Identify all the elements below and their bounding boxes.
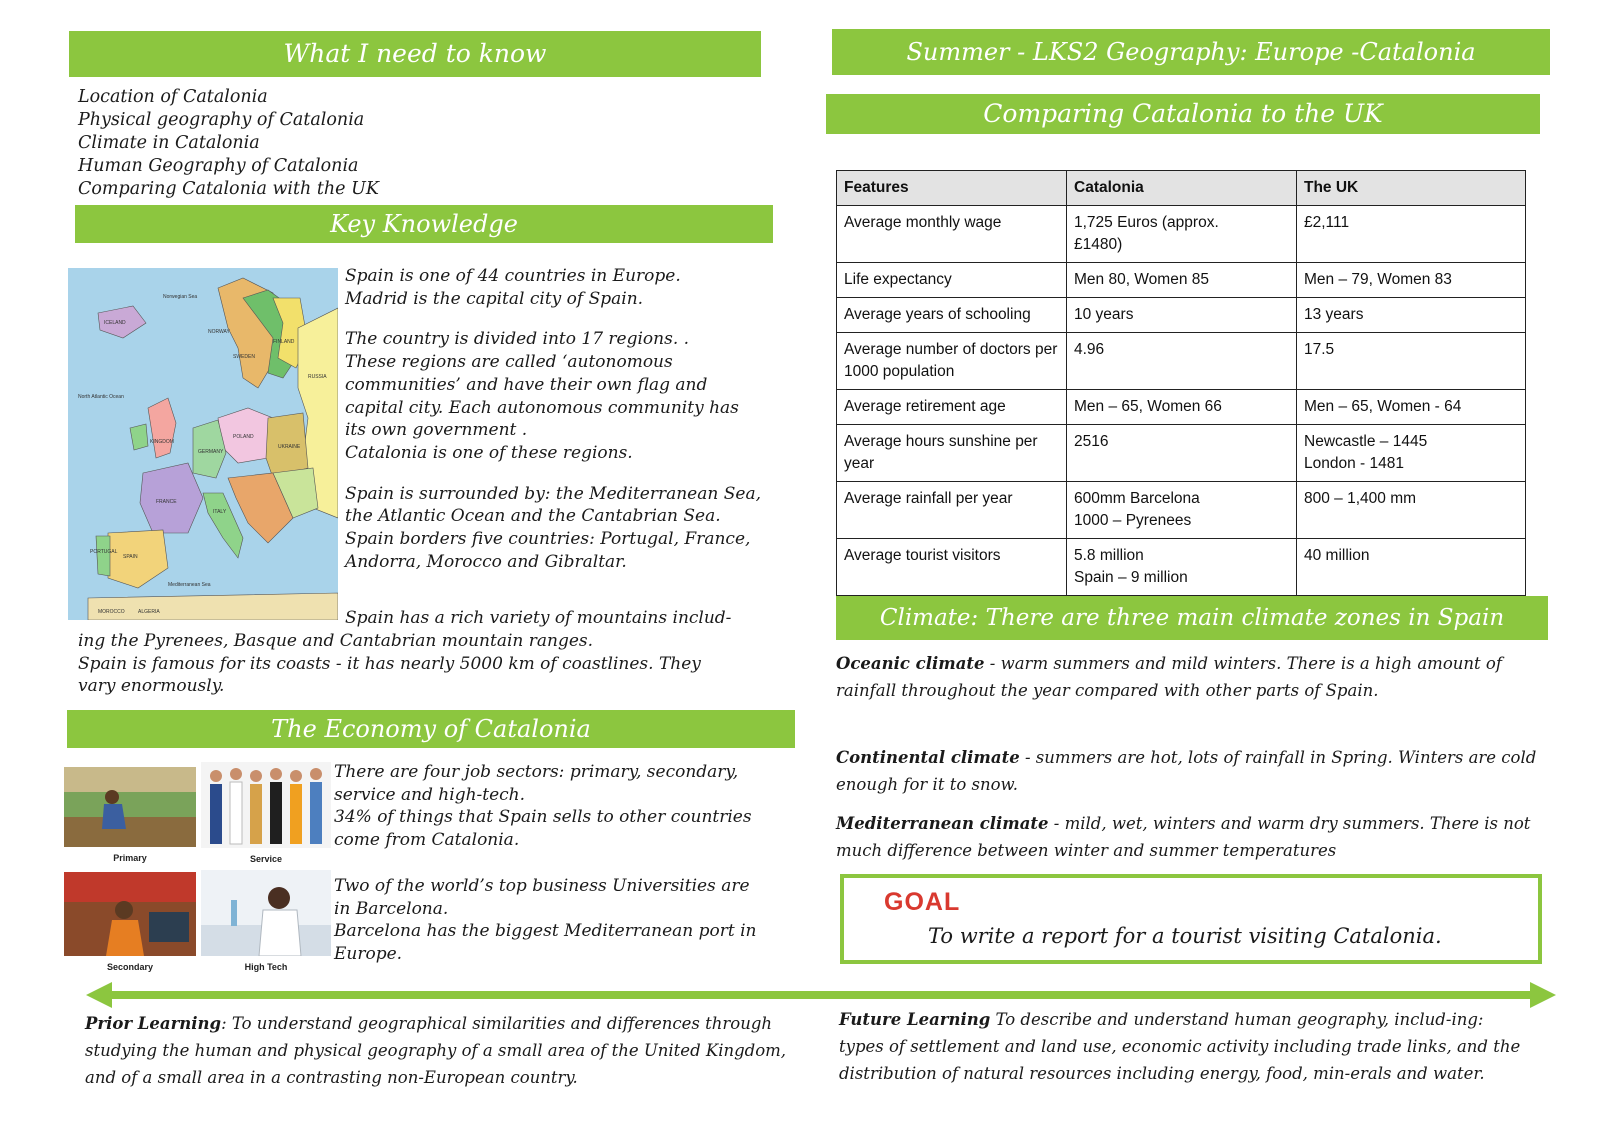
table-cell: 40 million	[1297, 539, 1526, 596]
text-line: Spain borders five countries: Portugal, France,	[345, 529, 751, 550]
text-line: There are four job sectors: primary, secondary,	[334, 762, 739, 782]
cell-line: £1480)	[1074, 236, 1123, 253]
table-cell: Men – 65, Women 66	[1067, 390, 1297, 425]
text-line: Spain has a rich variety of mountains includ-	[345, 608, 732, 628]
future-learning-label: Future Learning	[839, 1010, 991, 1029]
map-label: POLAND	[233, 434, 254, 440]
table-row	[837, 425, 1526, 482]
list-item: Physical geography of Catalonia	[78, 110, 365, 130]
table-row	[837, 206, 1526, 263]
mountains-text	[78, 630, 798, 698]
economy-title: The Economy of Catalonia	[271, 715, 591, 743]
climate-title: Climate: There are three main climate zones in Spain	[879, 605, 1505, 631]
factory-image	[64, 872, 196, 956]
key-knowledge-banner	[75, 205, 773, 243]
table-header-row	[837, 171, 1526, 206]
list-item: Human Geography of Catalonia	[78, 156, 359, 176]
table-cell: Average hours sunshine per year	[837, 425, 1067, 482]
list-item: Comparing Catalonia with the UK	[78, 179, 379, 199]
map-label: Mediterranean Sea	[168, 582, 211, 588]
table-row	[837, 298, 1526, 333]
map-label: NORWAY	[208, 329, 230, 335]
prior-learning-label: Prior Learning	[85, 1014, 222, 1033]
map-label: SPAIN	[123, 554, 138, 560]
caption-primary: Primary	[113, 853, 147, 863]
need-to-know-list	[78, 86, 379, 201]
photo-primary	[64, 767, 196, 863]
continental-term: Continental climate	[836, 748, 1020, 767]
map-label: ICELAND	[104, 320, 126, 326]
future-learning	[839, 1006, 1529, 1087]
text-line: 34% of things that Spain sells to other countries	[334, 807, 752, 828]
table-cell: Average number of doctors per 1000 population	[837, 333, 1067, 390]
cell-line: 600mm Barcelona	[1074, 490, 1200, 507]
table-cell: 4.96	[1067, 333, 1297, 390]
lab-image	[201, 870, 331, 956]
photo-service	[201, 762, 331, 864]
table-cell	[1297, 425, 1526, 482]
table-cell: Average rainfall per year	[837, 482, 1067, 539]
table-row	[837, 539, 1526, 596]
workers-image	[201, 762, 331, 848]
goal-logo: GOAL	[884, 888, 961, 916]
map-label: RUSSIA	[308, 374, 327, 380]
table-cell: Men – 79, Women 83	[1297, 263, 1526, 298]
cell-line: Spain – 9 million	[1074, 569, 1188, 586]
page-title: Summer - LKS2 Geography: Europe -Catalonia	[906, 38, 1476, 66]
text-line: Madrid is the capital city of Spain.	[345, 288, 644, 309]
map-label: North Atlantic Ocean	[78, 394, 124, 400]
map-label: ALGERIA	[138, 609, 160, 615]
map-label: GERMANY	[198, 449, 224, 455]
text-line: Barcelona has the biggest Mediterranean port in	[334, 921, 757, 942]
text-line: Spain is surrounded by: the Mediterranean Sea,	[345, 483, 761, 504]
table-cell: Life expectancy	[837, 263, 1067, 298]
text-line: vary enormously.	[78, 676, 225, 697]
mountains-text-first	[345, 607, 731, 630]
goal-box	[840, 874, 1542, 964]
map-label: SWEDEN	[233, 354, 255, 360]
europe-map	[68, 268, 338, 620]
need-to-know-title: What I need to know	[283, 39, 547, 68]
cell-line: London - 1481	[1304, 455, 1404, 472]
key-knowledge-text	[345, 265, 800, 573]
mediterranean-climate	[836, 810, 1548, 864]
table-cell	[1067, 482, 1297, 539]
photo-secondary	[64, 872, 196, 972]
comparison-table	[836, 170, 1526, 596]
table-header: Features	[837, 171, 1067, 206]
list-item: Climate in Catalonia	[78, 133, 260, 153]
table-cell	[1067, 206, 1297, 263]
table-row	[837, 263, 1526, 298]
continental-climate	[836, 744, 1548, 798]
farmer-image	[64, 767, 196, 847]
text-line: These regions are called ‘autonomous	[345, 352, 673, 373]
need-to-know-banner	[69, 31, 761, 77]
economy-banner	[67, 710, 795, 748]
map-label: KINGDOM	[150, 439, 174, 445]
text-line: Spain is one of 44 countries in Europe.	[345, 266, 681, 286]
text-line: Two of the world’s top business Universities are	[334, 876, 750, 896]
text-line: Europe.	[334, 944, 403, 965]
table-cell: 10 years	[1067, 298, 1297, 333]
cell-line: Newcastle – 1445	[1304, 433, 1428, 450]
caption-secondary: Secondary	[106, 962, 154, 972]
continental-text: - summers are hot, lots of rainfall in Spring. Winters are cold enough for it to snow.	[836, 748, 1537, 794]
table-cell: Average monthly wage	[837, 206, 1067, 263]
map-label: Norwegian Sea	[163, 294, 198, 300]
table-cell: 800 – 1,400 mm	[1297, 482, 1526, 539]
map-label: ITALY	[213, 509, 227, 515]
table-cell: 17.5	[1297, 333, 1526, 390]
table-cell	[1297, 206, 1526, 263]
mediterranean-text: - mild, wet, winters and warm dry summers. There is not much difference between winter and summer temperatures	[836, 814, 1531, 860]
cell-line: 1000 – Pyrenees	[1074, 512, 1192, 529]
text-line: in Barcelona.	[334, 898, 449, 919]
prior-learning	[85, 1010, 815, 1091]
caption-hightech: High Tech	[244, 962, 288, 972]
cell-line: 1,725 Euros (approx.	[1074, 214, 1219, 231]
map-label: FINLAND	[273, 339, 295, 345]
table-cell	[1067, 539, 1297, 596]
table-row	[837, 390, 1526, 425]
future-learning-text: To describe and understand human geography, includ-ing: types of settlement and land use, economic activity including trade links, and the distribution of natural resources including energy, food, min-erals and water.	[839, 1010, 1521, 1083]
mediterranean-term: Mediterranean climate	[836, 814, 1049, 833]
text-line: communities’ and have their own flag and	[345, 374, 708, 395]
map-label: MOROCCO	[98, 609, 125, 615]
table-header: The UK	[1297, 171, 1526, 206]
main-title-banner	[832, 29, 1550, 75]
list-item: Location of Catalonia	[78, 87, 268, 107]
oceanic-text: - warm summers and mild winters. There is a high amount of rainfall throughout the year compared with other parts of Spain.	[836, 654, 1502, 700]
table-cell: Average years of schooling	[837, 298, 1067, 333]
text-line: the Atlantic Ocean and the Cantabrian Sea.	[345, 506, 721, 527]
text-line: its own government .	[345, 420, 528, 441]
climate-banner	[836, 596, 1548, 640]
key-knowledge-title: Key Knowledge	[330, 210, 518, 238]
cell-line: £2,111	[1304, 214, 1350, 231]
text-line: The country is divided into 17 regions. .	[345, 329, 690, 350]
map-label: FRANCE	[156, 499, 177, 505]
economy-text-1	[334, 761, 804, 852]
photo-hightech	[201, 870, 331, 972]
comparing-title: Comparing Catalonia to the UK	[983, 99, 1383, 128]
text-line: service and high-tech.	[334, 784, 526, 805]
table-row	[837, 482, 1526, 539]
table-cell: 13 years	[1297, 298, 1526, 333]
table-cell: Average retirement age	[837, 390, 1067, 425]
economy-text-2	[334, 875, 804, 966]
oceanic-climate	[836, 650, 1548, 704]
caption-service: Service	[249, 854, 283, 864]
text-line: Catalonia is one of these regions.	[345, 442, 633, 463]
comparing-banner	[826, 94, 1540, 134]
text-line: ing the Pyrenees, Basque and Cantabrian mountain ranges.	[78, 631, 594, 651]
map-label: UKRAINE	[278, 444, 301, 450]
text-line: come from Catalonia.	[334, 830, 520, 851]
table-cell: Men – 65, Women - 64	[1297, 390, 1526, 425]
oceanic-term: Oceanic climate	[836, 654, 985, 673]
table-cell: 2516	[1067, 425, 1297, 482]
text-line: capital city. Each autonomous community has	[345, 397, 739, 418]
text-line: Andorra, Morocco and Gibraltar.	[345, 551, 627, 572]
table-row	[837, 333, 1526, 390]
table-cell: Average tourist visitors	[837, 539, 1067, 596]
prior-learning-text: : To understand geographical similarities and differences through studying the human and physical geography of a small area of the United Kingdom, and of a small area in a contrasting non-European country.	[85, 1014, 787, 1087]
table-header: Catalonia	[1067, 171, 1297, 206]
map-label: PORTUGAL	[90, 549, 118, 555]
cell-line: 5.8 million	[1074, 547, 1144, 564]
table-cell: Men 80, Women 85	[1067, 263, 1297, 298]
goal-text: To write a report for a tourist visiting Catalonia.	[928, 924, 1442, 948]
text-line: Spain is famous for its coasts - it has nearly 5000 km of coastlines. They	[78, 653, 701, 674]
